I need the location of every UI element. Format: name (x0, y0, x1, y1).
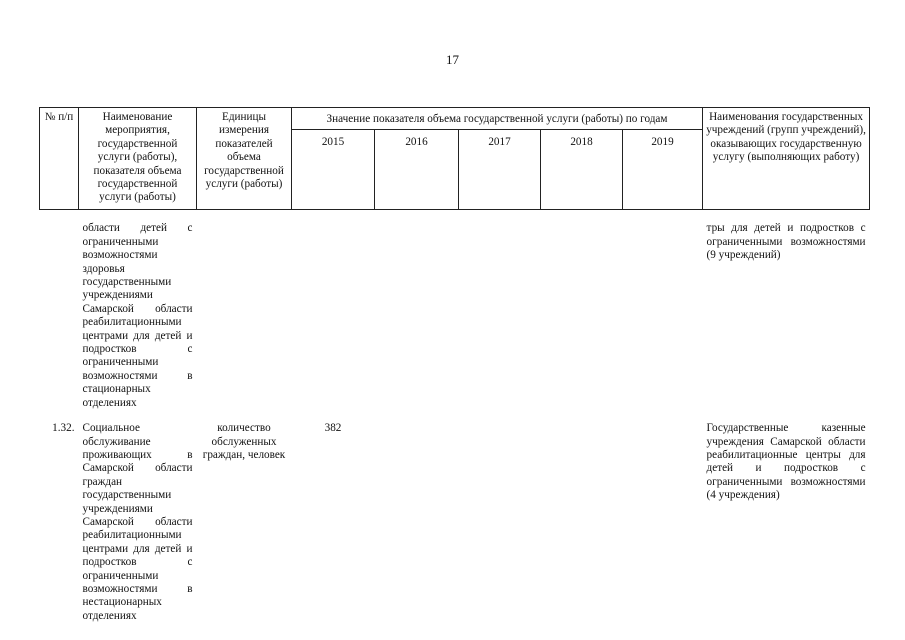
row-name: области детей с ограниченными возможностями здоровья государственными учреждениями Самарской области реабилитационными центрами для детей и подростков с ограниченными возможностями в стационарных отделениях (82, 222, 193, 409)
page-number: 17 (446, 52, 459, 67)
table-header (40, 108, 870, 210)
table-row (40, 422, 870, 623)
header-org: Наименования государственных учреждений (групп учреждений), оказывающих государственную услугу (выполняющих работу) (703, 108, 870, 210)
row-num (40, 222, 79, 410)
row-unit: количество обслуженных граждан, человек (202, 422, 286, 461)
header-year-2015: 2015 (292, 130, 375, 210)
header-year-2016: 2016 (375, 130, 459, 210)
table-row (40, 222, 870, 410)
header-unit: Единицы измерения показателей объема государственной услуги (работы) (197, 108, 292, 210)
header-year-2019: 2019 (623, 130, 703, 210)
row-org: Государственные казенные учреждения Самарской области реабилитационные центры для детей и подростков с ограниченными возможностями (4 учреждения) (706, 422, 866, 502)
row-num: 1.32. (52, 422, 75, 435)
row-unit (197, 222, 292, 410)
header-year-2018: 2018 (541, 130, 623, 210)
row-value-2015 (292, 222, 375, 410)
services-table (39, 107, 870, 623)
header-year-2017: 2017 (459, 130, 541, 210)
row-org: тры для детей и подростков с ограниченными возможностями (9 учреждений) (706, 222, 866, 262)
row-value-2015: 382 (324, 422, 342, 435)
header-values-title: Значение показателя объема государственной услуги (работы) по годам (292, 108, 703, 130)
header-name: Наименование мероприятия, государственной услуги (работы), показателя объема государственной услуги (работы) (79, 108, 197, 210)
header-num: № п/п (40, 108, 79, 210)
row-name: Социальное обслуживание проживающих в Самарской области граждан государственными учреждениями Самарской области реабилитационными центрами для детей и подростков с ограниченными возможностями в нестационарных отделениях (82, 422, 193, 622)
